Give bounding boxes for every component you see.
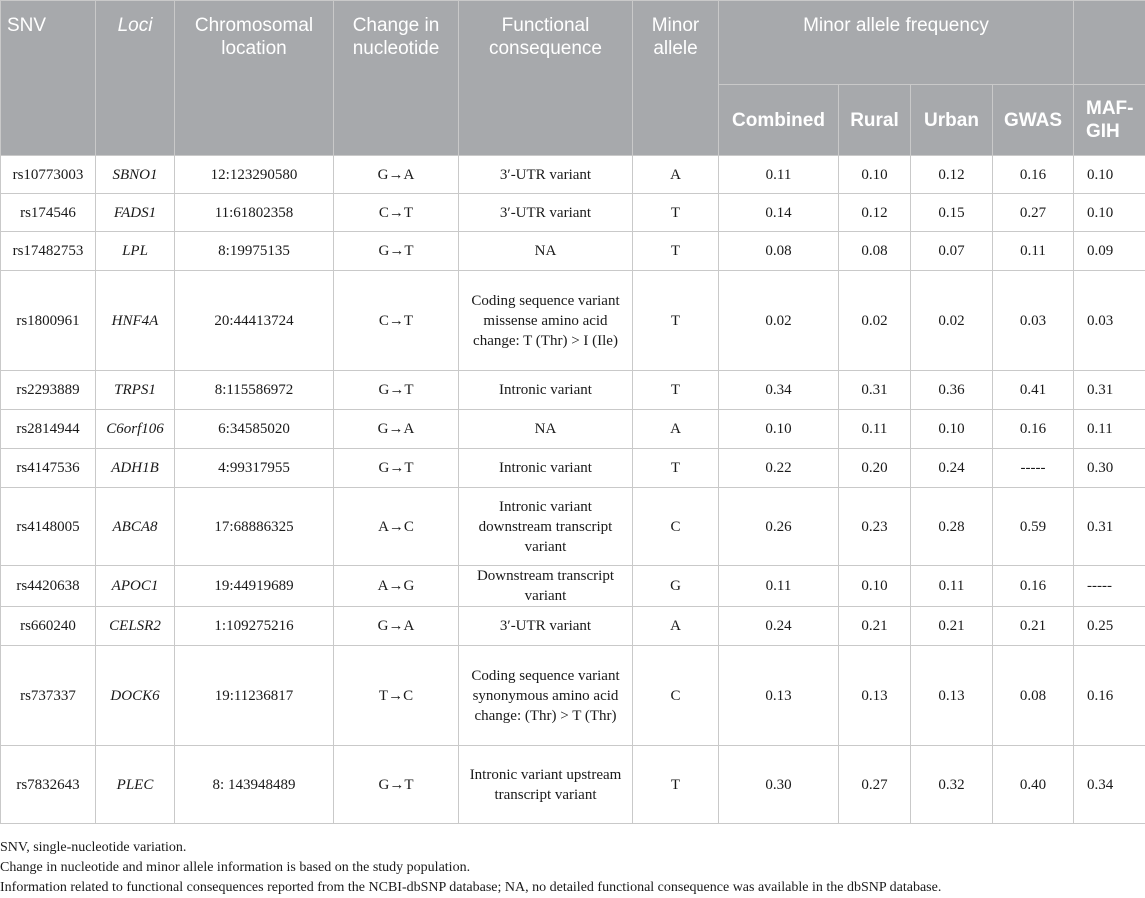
table-row: [1, 194, 1145, 232]
urban-maf-cell: 0.24: [911, 449, 993, 488]
rural-maf-cell: 0.10: [839, 156, 911, 194]
chromosomal-location-cell: 1:109275216: [175, 607, 334, 646]
combined-maf-cell: 0.22: [719, 449, 839, 488]
snv-cell: rs660240: [1, 607, 96, 646]
snv-cell: rs2814944: [1, 410, 96, 449]
snv-cell: rs4148005: [1, 488, 96, 566]
nucleotide-change-cell: G→T: [334, 449, 459, 488]
header-gwas: GWAS: [993, 85, 1074, 156]
table-row: [1, 566, 1145, 607]
rural-maf-cell: 0.13: [839, 646, 911, 746]
snv-cell: rs4420638: [1, 566, 96, 607]
nucleotide-change-cell: C→T: [334, 194, 459, 232]
header-chromosomal-location: Chromosomal location: [175, 1, 334, 156]
nucleotide-change-cell: A→C: [334, 488, 459, 566]
minor-allele-cell: C: [633, 646, 719, 746]
urban-maf-cell: 0.13: [911, 646, 993, 746]
header-loci: Loci: [96, 1, 175, 156]
combined-maf-cell: 0.11: [719, 156, 839, 194]
nucleotide-change-cell: T→C: [334, 646, 459, 746]
nucleotide-change-cell: G→T: [334, 746, 459, 824]
header-minor-allele-frequency: Minor allele frequency: [719, 1, 1074, 85]
rural-maf-cell: 0.11: [839, 410, 911, 449]
urban-maf-cell: 0.10: [911, 410, 993, 449]
urban-maf-cell: 0.02: [911, 271, 993, 371]
loci-cell: CELSR2: [96, 607, 175, 646]
nucleotide-change-cell: G→A: [334, 607, 459, 646]
nucleotide-change-cell: G→A: [334, 156, 459, 194]
combined-maf-cell: 0.14: [719, 194, 839, 232]
maf-gih-cell: 0.16: [1074, 646, 1145, 746]
maf-gih-cell: 0.11: [1074, 410, 1145, 449]
header-change-in-nucleotide: Change in nucleotide: [334, 1, 459, 156]
urban-maf-cell: 0.11: [911, 566, 993, 607]
loci-cell: ADH1B: [96, 449, 175, 488]
gwas-maf-cell: 0.27: [993, 194, 1074, 232]
header-maf-spacer: [1074, 1, 1145, 85]
snv-cell: rs2293889: [1, 371, 96, 410]
maf-gih-cell: 0.03: [1074, 271, 1145, 371]
table-row: [1, 271, 1145, 371]
minor-allele-cell: A: [633, 607, 719, 646]
combined-maf-cell: 0.10: [719, 410, 839, 449]
urban-maf-cell: 0.12: [911, 156, 993, 194]
loci-cell: HNF4A: [96, 271, 175, 371]
gwas-maf-cell: -----: [993, 449, 1074, 488]
gwas-maf-cell: 0.59: [993, 488, 1074, 566]
table-row: [1, 746, 1145, 824]
functional-consequence-cell: Downstream transcript variant: [459, 566, 633, 607]
minor-allele-cell: T: [633, 371, 719, 410]
maf-gih-cell: 0.31: [1074, 371, 1145, 410]
rural-maf-cell: 0.23: [839, 488, 911, 566]
table-row: [1, 410, 1145, 449]
snv-cell: rs4147536: [1, 449, 96, 488]
combined-maf-cell: 0.24: [719, 607, 839, 646]
chromosomal-location-cell: 19:11236817: [175, 646, 334, 746]
rural-maf-cell: 0.12: [839, 194, 911, 232]
combined-maf-cell: 0.02: [719, 271, 839, 371]
chromosomal-location-cell: 19:44919689: [175, 566, 334, 607]
rural-maf-cell: 0.08: [839, 232, 911, 271]
urban-maf-cell: 0.28: [911, 488, 993, 566]
nucleotide-change-cell: G→A: [334, 410, 459, 449]
maf-gih-cell: 0.31: [1074, 488, 1145, 566]
snv-cell: rs10773003: [1, 156, 96, 194]
maf-gih-cell: 0.09: [1074, 232, 1145, 271]
loci-cell: APOC1: [96, 566, 175, 607]
functional-consequence-cell: Coding sequence variant missense amino acid change: T (Thr) > I (Ile): [459, 271, 633, 371]
minor-allele-cell: C: [633, 488, 719, 566]
minor-allele-cell: T: [633, 271, 719, 371]
nucleotide-change-cell: C→T: [334, 271, 459, 371]
minor-allele-cell: T: [633, 449, 719, 488]
rural-maf-cell: 0.27: [839, 746, 911, 824]
maf-gih-cell: 0.10: [1074, 194, 1145, 232]
gwas-maf-cell: 0.16: [993, 410, 1074, 449]
header-rural: Rural: [839, 85, 911, 156]
table-row: [1, 371, 1145, 410]
chromosomal-location-cell: 8: 143948489: [175, 746, 334, 824]
chromosomal-location-cell: 6:34585020: [175, 410, 334, 449]
chromosomal-location-cell: 17:68886325: [175, 488, 334, 566]
combined-maf-cell: 0.30: [719, 746, 839, 824]
table-row: [1, 232, 1145, 271]
functional-consequence-cell: 3′-UTR variant: [459, 156, 633, 194]
functional-consequence-cell: Intronic variant downstream transcript variant: [459, 488, 633, 566]
combined-maf-cell: 0.08: [719, 232, 839, 271]
table-row: [1, 607, 1145, 646]
gwas-maf-cell: 0.16: [993, 566, 1074, 607]
table-body: [1, 156, 1145, 824]
loci-cell: C6orf106: [96, 410, 175, 449]
minor-allele-cell: G: [633, 566, 719, 607]
header-combined: Combined: [719, 85, 839, 156]
header-minor-allele: Minor allele: [633, 1, 719, 156]
gwas-maf-cell: 0.08: [993, 646, 1074, 746]
snv-cell: rs737337: [1, 646, 96, 746]
functional-consequence-cell: Intronic variant: [459, 371, 633, 410]
footnote-snv: SNV, single-nucleotide variation.: [0, 840, 187, 855]
functional-consequence-cell: NA: [459, 232, 633, 271]
chromosomal-location-cell: 20:44413724: [175, 271, 334, 371]
minor-allele-cell: T: [633, 194, 719, 232]
maf-gih-cell: 0.10: [1074, 156, 1145, 194]
maf-gih-cell: 0.30: [1074, 449, 1145, 488]
urban-maf-cell: 0.21: [911, 607, 993, 646]
table-row: [1, 488, 1145, 566]
minor-allele-cell: A: [633, 410, 719, 449]
combined-maf-cell: 0.11: [719, 566, 839, 607]
maf-gih-cell: 0.34: [1074, 746, 1145, 824]
footnote-change: Change in nucleotide and minor allele information is based on the study population.: [0, 860, 471, 875]
snv-cell: rs1800961: [1, 271, 96, 371]
minor-allele-cell: A: [633, 156, 719, 194]
maf-gih-cell: 0.25: [1074, 607, 1145, 646]
loci-cell: TRPS1: [96, 371, 175, 410]
rural-maf-cell: 0.02: [839, 271, 911, 371]
chromosomal-location-cell: 8:19975135: [175, 232, 334, 271]
gwas-maf-cell: 0.16: [993, 156, 1074, 194]
header-maf-gih: MAF-GIH: [1074, 85, 1145, 156]
snv-cell: rs7832643: [1, 746, 96, 824]
gwas-maf-cell: 0.21: [993, 607, 1074, 646]
minor-allele-cell: T: [633, 746, 719, 824]
rural-maf-cell: 0.31: [839, 371, 911, 410]
urban-maf-cell: 0.07: [911, 232, 993, 271]
gwas-maf-cell: 0.11: [993, 232, 1074, 271]
combined-maf-cell: 0.13: [719, 646, 839, 746]
loci-cell: PLEC: [96, 746, 175, 824]
table-row: [1, 646, 1145, 746]
combined-maf-cell: 0.34: [719, 371, 839, 410]
nucleotide-change-cell: G→T: [334, 232, 459, 271]
chromosomal-location-cell: 4:99317955: [175, 449, 334, 488]
gwas-maf-cell: 0.41: [993, 371, 1074, 410]
functional-consequence-cell: NA: [459, 410, 633, 449]
loci-cell: DOCK6: [96, 646, 175, 746]
functional-consequence-cell: Coding sequence variant synonymous amino acid change: (Thr) > T (Thr): [459, 646, 633, 746]
footnote-functional: Information related to functional consequences reported from the NCBI-dbSNP database; NA, no detailed functional consequence was available in the dbSNP database.: [0, 880, 942, 895]
snv-cell: rs17482753: [1, 232, 96, 271]
nucleotide-change-cell: G→T: [334, 371, 459, 410]
loci-cell: FADS1: [96, 194, 175, 232]
functional-consequence-cell: 3′-UTR variant: [459, 194, 633, 232]
nucleotide-change-cell: A→G: [334, 566, 459, 607]
header-snv: SNV: [1, 1, 96, 156]
header-functional-consequence: Functional consequence: [459, 1, 633, 156]
table-row: [1, 449, 1145, 488]
urban-maf-cell: 0.36: [911, 371, 993, 410]
snv-cell: rs174546: [1, 194, 96, 232]
chromosomal-location-cell: 8:115586972: [175, 371, 334, 410]
urban-maf-cell: 0.15: [911, 194, 993, 232]
loci-cell: ABCA8: [96, 488, 175, 566]
functional-consequence-cell: Intronic variant: [459, 449, 633, 488]
maf-gih-cell: -----: [1074, 566, 1145, 607]
minor-allele-cell: T: [633, 232, 719, 271]
combined-maf-cell: 0.26: [719, 488, 839, 566]
rural-maf-cell: 0.21: [839, 607, 911, 646]
loci-cell: SBNO1: [96, 156, 175, 194]
gwas-maf-cell: 0.40: [993, 746, 1074, 824]
functional-consequence-cell: Intronic variant upstream transcript variant: [459, 746, 633, 824]
chromosomal-location-cell: 11:61802358: [175, 194, 334, 232]
chromosomal-location-cell: 12:123290580: [175, 156, 334, 194]
rural-maf-cell: 0.10: [839, 566, 911, 607]
gwas-maf-cell: 0.03: [993, 271, 1074, 371]
rural-maf-cell: 0.20: [839, 449, 911, 488]
header-urban: Urban: [911, 85, 993, 156]
loci-cell: LPL: [96, 232, 175, 271]
urban-maf-cell: 0.32: [911, 746, 993, 824]
functional-consequence-cell: 3′-UTR variant: [459, 607, 633, 646]
table-footnotes: [0, 838, 1145, 898]
table-row: [1, 156, 1145, 194]
